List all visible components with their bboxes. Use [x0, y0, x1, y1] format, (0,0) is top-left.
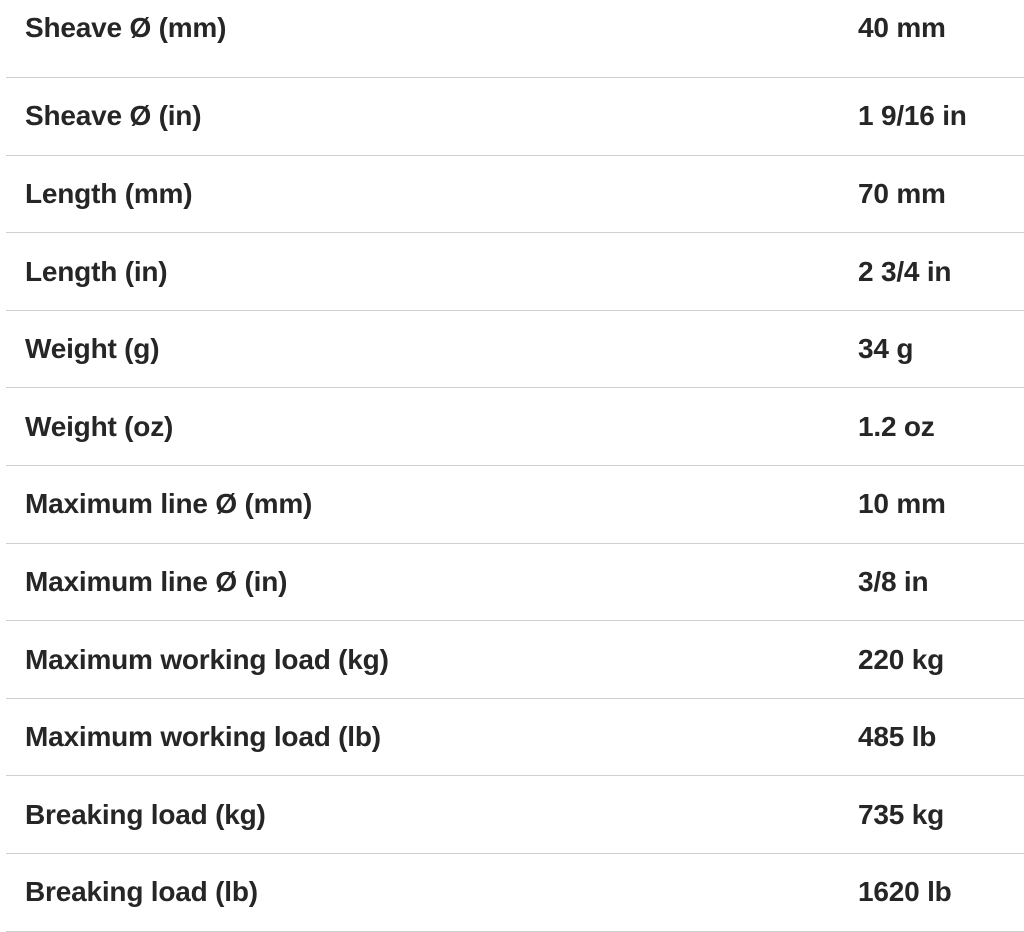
- table-row: [6, 233, 1024, 311]
- table-row: [6, 388, 1024, 466]
- spec-value: 1620 lb: [858, 854, 1024, 932]
- table-row: [6, 698, 1024, 776]
- spec-label: Breaking load (lb): [6, 854, 858, 932]
- spec-label: Weight (g): [6, 310, 858, 388]
- table-row: [6, 0, 1024, 78]
- spec-value: 2 3/4 in: [858, 233, 1024, 311]
- spec-value: 220 kg: [858, 621, 1024, 699]
- table-row: [6, 854, 1024, 932]
- spec-value: 3/8 in: [858, 543, 1024, 621]
- spec-value: 40 mm: [858, 0, 1024, 78]
- spec-label: Maximum working load (kg): [6, 621, 858, 699]
- spec-label: Maximum line Ø (in): [6, 543, 858, 621]
- spec-value: 1 9/16 in: [858, 78, 1024, 156]
- spec-label: Breaking load (kg): [6, 776, 858, 854]
- spec-label: Length (mm): [6, 155, 858, 233]
- spec-value: 735 kg: [858, 776, 1024, 854]
- table-row: [6, 310, 1024, 388]
- spec-label: Sheave Ø (in): [6, 78, 858, 156]
- spec-table-body: [6, 0, 1024, 931]
- table-row: [6, 776, 1024, 854]
- spec-value: 485 lb: [858, 698, 1024, 776]
- spec-table: [6, 0, 1024, 932]
- spec-label: Length (in): [6, 233, 858, 311]
- spec-value: 34 g: [858, 310, 1024, 388]
- table-row: [6, 543, 1024, 621]
- spec-label: Weight (oz): [6, 388, 858, 466]
- spec-label: Maximum line Ø (mm): [6, 466, 858, 544]
- table-row: [6, 78, 1024, 156]
- spec-value: 70 mm: [858, 155, 1024, 233]
- spec-label: Maximum working load (lb): [6, 698, 858, 776]
- spec-label: Sheave Ø (mm): [6, 0, 858, 78]
- spec-value: 1.2 oz: [858, 388, 1024, 466]
- spec-value: 10 mm: [858, 466, 1024, 544]
- table-row: [6, 155, 1024, 233]
- table-row: [6, 466, 1024, 544]
- table-row: [6, 621, 1024, 699]
